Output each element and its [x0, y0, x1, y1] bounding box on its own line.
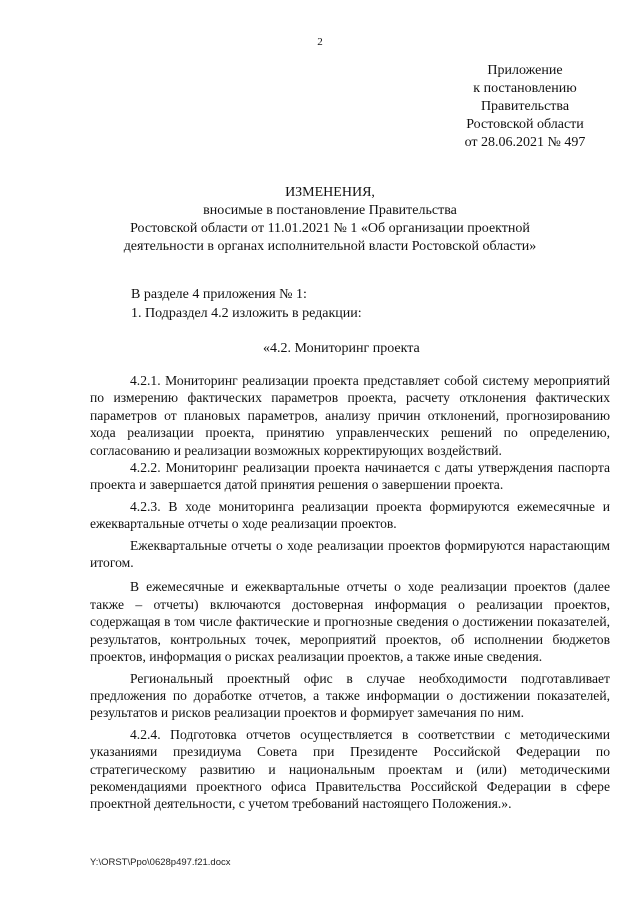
- page-number: 2: [317, 36, 323, 48]
- appendix-line: к постановлению: [473, 81, 577, 96]
- paragraph: Ежеквартальные отчеты о ходе реализации проектов формируются нарастающим итогом.: [90, 537, 610, 571]
- paragraph: 4.2.3. В ходе мониторинга реализации проекта формируются ежемесячные и ежеквартальные отчеты о ходе реализации проектов.: [90, 498, 610, 532]
- subsection-title: «4.2. Мониторинг проекта: [263, 341, 420, 356]
- intro-instruction: 1. Подраздел 4.2 изложить в редакции:: [131, 306, 362, 321]
- appendix-line: Ростовской области: [466, 117, 584, 132]
- title-line: деятельности в органах исполнительной власти Ростовской области»: [123, 239, 537, 254]
- appendix-line: от 28.06.2021 № 497: [464, 135, 586, 150]
- title-line: вносимые в постановление Правительства: [203, 203, 457, 218]
- paragraph: 4.2.2. Мониторинг реализации проекта начинается с даты утверждения паспорта проекта и завершается датой принятия решения о завершении проекта.: [90, 460, 610, 493]
- paragraph: 4.2.1. Мониторинг реализации проекта представляет собой систему мероприятий по измерению фактических параметров проекта, расчету отклонения фактических параметров от плановых параметров, анализу причин отклонений, прогнозированию хода реализации проекта, принятию управленческих решений по определению, согласованию и реализации возможных корректирующих воздействий.: [90, 373, 610, 458]
- appendix-block: [440, 62, 610, 152]
- paragraph: Региональный проектный офис в случае необходимости подготавливает предложения по доработке отчетов, а также информации о достижении показателей, результатов и рисков реализации проектов и формирует замечания по ним.: [90, 670, 610, 721]
- paragraph: В ежемесячные и ежеквартальные отчеты о ходе реализации проектов (далее также – отчеты) включаются достоверная информация о реализации проектов, содержащая в том числе фактические и прогнозные сведения о достижении показателей, результатов, контрольных точек, мероприятий проектов, об исполнении бюджетов проектов, информация о рисках реализации проектов, а также иные сведения.: [90, 579, 610, 665]
- paragraph: 4.2.4. Подготовка отчетов осуществляется в соответствии с методическими указаниями президиума Совета при Президенте Российской Федерации по стратегическому развитию и национальным проектам и (или) методическими рекомендациями проектного офиса Правительства Российской Федерации в сфере проектной деятельности, с учетом требований настоящего Положения.».: [90, 726, 610, 812]
- body-text: [90, 372, 610, 813]
- appendix-line: Приложение: [487, 63, 563, 78]
- file-path-footer: Y:\ORST\Ppo\0628p497.f21.docx: [90, 857, 231, 868]
- document-title: [60, 184, 600, 256]
- title-line: Ростовской области от 11.01.2021 № 1 «Об организации проектной: [130, 221, 530, 236]
- title-heading: ИЗМЕНЕНИЯ,: [285, 185, 375, 200]
- appendix-line: Правительства: [480, 99, 570, 114]
- intro-section: В разделе 4 приложения № 1:: [131, 287, 307, 302]
- intro-block: [131, 285, 362, 323]
